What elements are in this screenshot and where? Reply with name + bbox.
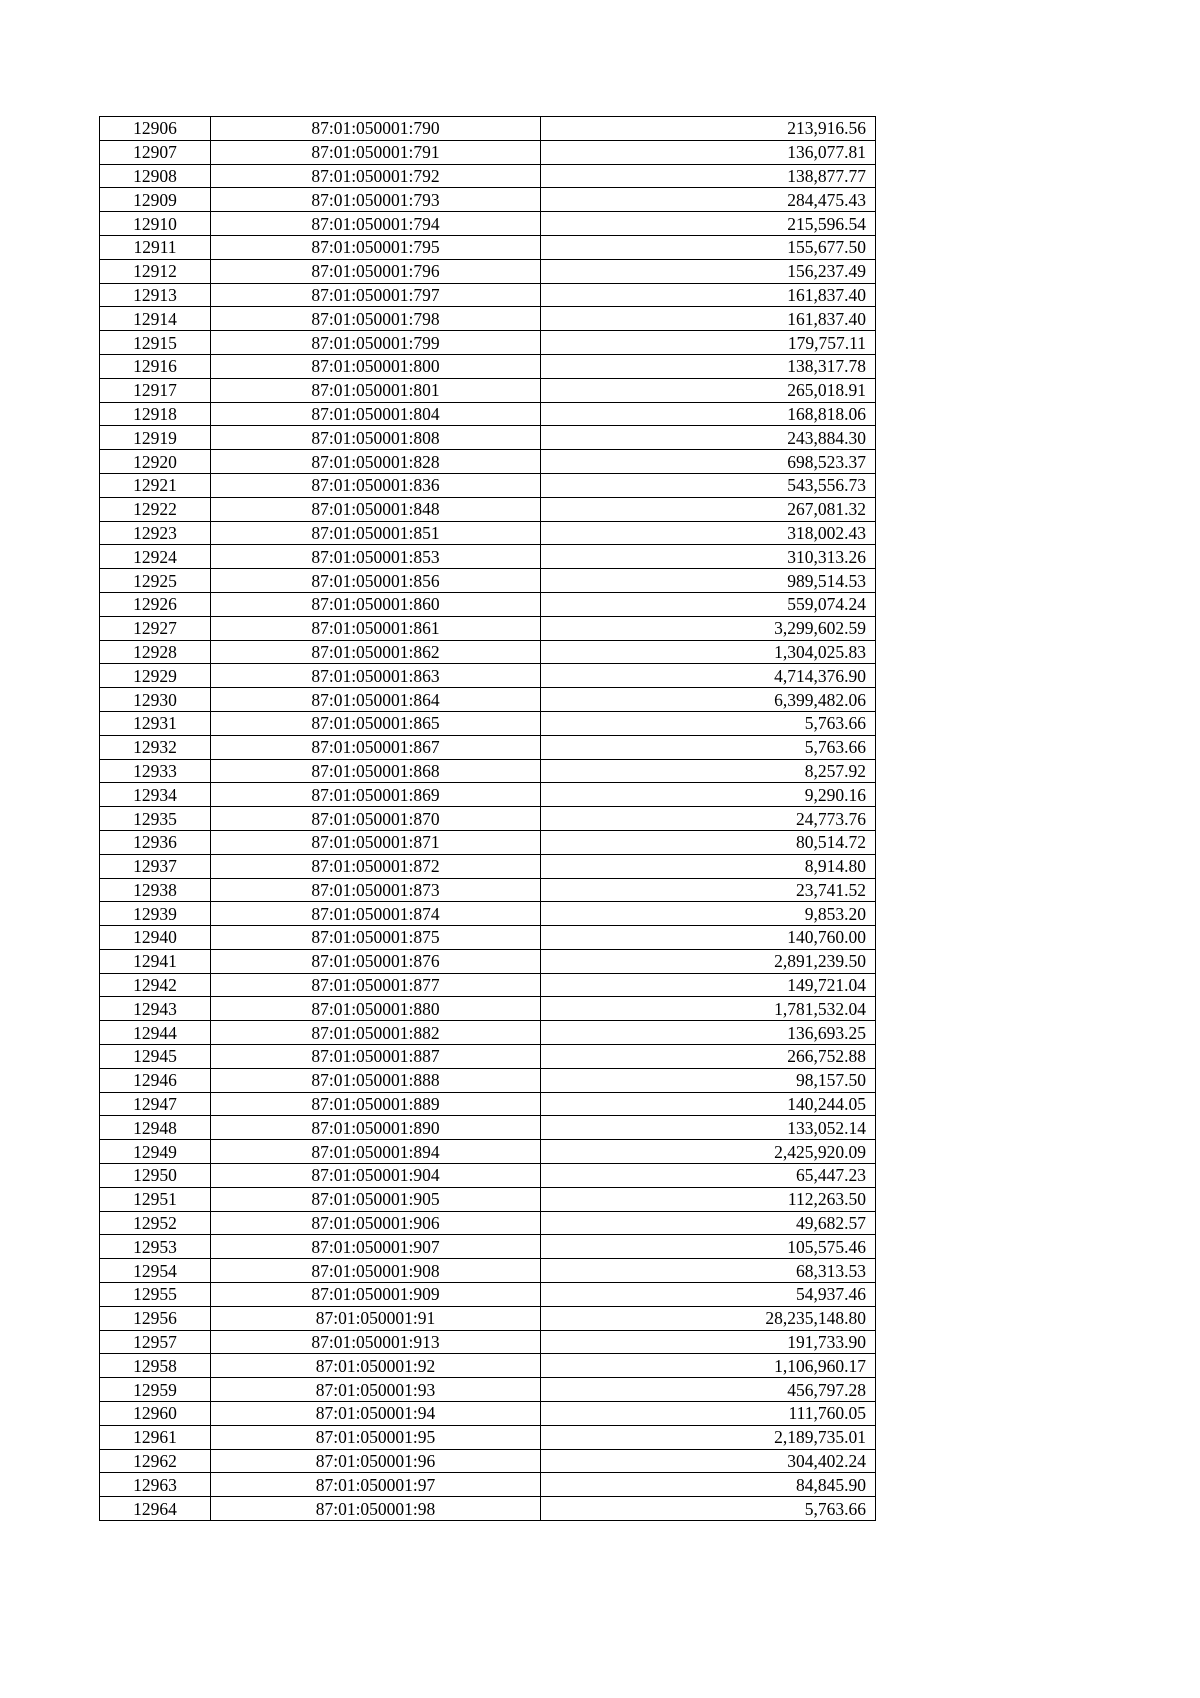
cadastral-value-cell: 989,514.53 (541, 569, 876, 593)
table-row (100, 450, 876, 474)
cadastral-number-cell: 87:01:050001:851 (211, 521, 541, 545)
cadastral-value-cell: 284,475.43 (541, 188, 876, 212)
row-number-cell: 12909 (100, 188, 211, 212)
cadastral-value-cell: 49,682.57 (541, 1211, 876, 1235)
cadastral-number-cell: 87:01:050001:97 (211, 1473, 541, 1497)
cadastral-value-cell: 8,914.80 (541, 854, 876, 878)
table-row (100, 354, 876, 378)
row-number-cell: 12911 (100, 235, 211, 259)
cadastral-value-cell: 161,837.40 (541, 283, 876, 307)
cadastral-number-cell: 87:01:050001:800 (211, 354, 541, 378)
cadastral-number-cell: 87:01:050001:909 (211, 1283, 541, 1307)
cadastral-value-cell: 266,752.88 (541, 1045, 876, 1069)
table-body (100, 117, 876, 1521)
cadastral-number-cell: 87:01:050001:907 (211, 1235, 541, 1259)
cadastral-number-cell: 87:01:050001:904 (211, 1164, 541, 1188)
row-number-cell: 12928 (100, 640, 211, 664)
table-row (100, 902, 876, 926)
row-number-cell: 12926 (100, 592, 211, 616)
table-row (100, 378, 876, 402)
row-number-cell: 12942 (100, 973, 211, 997)
cadastral-number-cell: 87:01:050001:836 (211, 473, 541, 497)
cadastral-number-cell: 87:01:050001:905 (211, 1187, 541, 1211)
table-row (100, 1330, 876, 1354)
row-number-cell: 12940 (100, 926, 211, 950)
row-number-cell: 12960 (100, 1402, 211, 1426)
table-row (100, 1116, 876, 1140)
cadastral-value-cell: 179,757.11 (541, 331, 876, 355)
cadastral-number-cell: 87:01:050001:888 (211, 1068, 541, 1092)
table-row (100, 688, 876, 712)
cadastral-value-cell: 8,257.92 (541, 759, 876, 783)
cadastral-number-cell: 87:01:050001:870 (211, 807, 541, 831)
table-row (100, 545, 876, 569)
cadastral-number-cell: 87:01:050001:875 (211, 926, 541, 950)
row-number-cell: 12936 (100, 830, 211, 854)
row-number-cell: 12947 (100, 1092, 211, 1116)
row-number-cell: 12952 (100, 1211, 211, 1235)
cadastral-value-cell: 267,081.32 (541, 497, 876, 521)
cadastral-number-cell: 87:01:050001:867 (211, 735, 541, 759)
cadastral-number-cell: 87:01:050001:913 (211, 1330, 541, 1354)
row-number-cell: 12953 (100, 1235, 211, 1259)
cadastral-number-cell: 87:01:050001:96 (211, 1449, 541, 1473)
cadastral-value-cell: 136,693.25 (541, 1021, 876, 1045)
cadastral-value-cell: 156,237.49 (541, 259, 876, 283)
row-number-cell: 12963 (100, 1473, 211, 1497)
cadastral-value-cell: 23,741.52 (541, 878, 876, 902)
cadastral-number-cell: 87:01:050001:799 (211, 331, 541, 355)
table-row (100, 1021, 876, 1045)
table-row (100, 854, 876, 878)
cadastral-value-cell: 559,074.24 (541, 592, 876, 616)
table-row (100, 1283, 876, 1307)
cadastral-value-cell: 168,818.06 (541, 402, 876, 426)
table-row (100, 1402, 876, 1426)
row-number-cell: 12920 (100, 450, 211, 474)
row-number-cell: 12958 (100, 1354, 211, 1378)
table-row (100, 949, 876, 973)
row-number-cell: 12934 (100, 783, 211, 807)
row-number-cell: 12929 (100, 664, 211, 688)
table-row (100, 1378, 876, 1402)
cadastral-number-cell: 87:01:050001:798 (211, 307, 541, 331)
cadastral-number-cell: 87:01:050001:797 (211, 283, 541, 307)
cadastral-value-cell: 9,290.16 (541, 783, 876, 807)
cadastral-value-cell: 310,313.26 (541, 545, 876, 569)
cadastral-number-cell: 87:01:050001:908 (211, 1259, 541, 1283)
table-row (100, 188, 876, 212)
cadastral-number-cell: 87:01:050001:792 (211, 164, 541, 188)
table-row (100, 235, 876, 259)
table-row (100, 402, 876, 426)
cadastral-value-cell: 111,760.05 (541, 1402, 876, 1426)
table-row (100, 1045, 876, 1069)
row-number-cell: 12957 (100, 1330, 211, 1354)
cadastral-number-cell: 87:01:050001:848 (211, 497, 541, 521)
cadastral-number-cell: 87:01:050001:873 (211, 878, 541, 902)
table-row (100, 1164, 876, 1188)
row-number-cell: 12946 (100, 1068, 211, 1092)
row-number-cell: 12908 (100, 164, 211, 188)
table-row (100, 521, 876, 545)
table-row (100, 973, 876, 997)
cadastral-value-cell: 149,721.04 (541, 973, 876, 997)
row-number-cell: 12959 (100, 1378, 211, 1402)
cadastral-number-cell: 87:01:050001:98 (211, 1497, 541, 1521)
cadastral-value-cell: 161,837.40 (541, 307, 876, 331)
cadastral-value-cell: 140,760.00 (541, 926, 876, 950)
cadastral-value-cell: 3,299,602.59 (541, 616, 876, 640)
cadastral-number-cell: 87:01:050001:865 (211, 711, 541, 735)
cadastral-value-cell: 28,235,148.80 (541, 1306, 876, 1330)
cadastral-number-cell: 87:01:050001:876 (211, 949, 541, 973)
cadastral-value-cell: 133,052.14 (541, 1116, 876, 1140)
row-number-cell: 12910 (100, 212, 211, 236)
table-row (100, 1306, 876, 1330)
cadastral-value-table (99, 116, 876, 1521)
row-number-cell: 12930 (100, 688, 211, 712)
row-number-cell: 12927 (100, 616, 211, 640)
cadastral-value-cell: 112,263.50 (541, 1187, 876, 1211)
cadastral-number-cell: 87:01:050001:91 (211, 1306, 541, 1330)
row-number-cell: 12935 (100, 807, 211, 831)
cadastral-value-cell: 84,845.90 (541, 1473, 876, 1497)
cadastral-number-cell: 87:01:050001:828 (211, 450, 541, 474)
cadastral-number-cell: 87:01:050001:796 (211, 259, 541, 283)
table-row (100, 664, 876, 688)
cadastral-number-cell: 87:01:050001:808 (211, 426, 541, 450)
row-number-cell: 12915 (100, 331, 211, 355)
row-number-cell: 12906 (100, 117, 211, 141)
cadastral-number-cell: 87:01:050001:92 (211, 1354, 541, 1378)
cadastral-number-cell: 87:01:050001:93 (211, 1378, 541, 1402)
cadastral-value-cell: 213,916.56 (541, 117, 876, 141)
cadastral-value-cell: 1,106,960.17 (541, 1354, 876, 1378)
table-row (100, 640, 876, 664)
cadastral-value-cell: 80,514.72 (541, 830, 876, 854)
row-number-cell: 12923 (100, 521, 211, 545)
cadastral-value-cell: 6,399,482.06 (541, 688, 876, 712)
table-row (100, 711, 876, 735)
row-number-cell: 12913 (100, 283, 211, 307)
cadastral-value-cell: 2,425,920.09 (541, 1140, 876, 1164)
cadastral-value-cell: 54,937.46 (541, 1283, 876, 1307)
cadastral-value-cell: 5,763.66 (541, 711, 876, 735)
row-number-cell: 12962 (100, 1449, 211, 1473)
row-number-cell: 12941 (100, 949, 211, 973)
row-number-cell: 12950 (100, 1164, 211, 1188)
row-number-cell: 12945 (100, 1045, 211, 1069)
table-row (100, 473, 876, 497)
cadastral-number-cell: 87:01:050001:882 (211, 1021, 541, 1045)
row-number-cell: 12956 (100, 1306, 211, 1330)
row-number-cell: 12907 (100, 140, 211, 164)
table-row (100, 1259, 876, 1283)
table-row (100, 497, 876, 521)
table-row (100, 212, 876, 236)
cadastral-value-cell: 105,575.46 (541, 1235, 876, 1259)
row-number-cell: 12938 (100, 878, 211, 902)
cadastral-number-cell: 87:01:050001:791 (211, 140, 541, 164)
cadastral-number-cell: 87:01:050001:868 (211, 759, 541, 783)
row-number-cell: 12925 (100, 569, 211, 593)
row-number-cell: 12912 (100, 259, 211, 283)
row-number-cell: 12933 (100, 759, 211, 783)
row-number-cell: 12914 (100, 307, 211, 331)
table-row (100, 283, 876, 307)
cadastral-value-cell: 5,763.66 (541, 1497, 876, 1521)
cadastral-value-cell: 265,018.91 (541, 378, 876, 402)
cadastral-value-cell: 136,077.81 (541, 140, 876, 164)
cadastral-number-cell: 87:01:050001:860 (211, 592, 541, 616)
table-row (100, 926, 876, 950)
table-row (100, 1187, 876, 1211)
row-number-cell: 12964 (100, 1497, 211, 1521)
cadastral-value-cell: 2,189,735.01 (541, 1425, 876, 1449)
cadastral-value-cell: 68,313.53 (541, 1259, 876, 1283)
row-number-cell: 12918 (100, 402, 211, 426)
cadastral-value-cell: 9,853.20 (541, 902, 876, 926)
cadastral-value-cell: 155,677.50 (541, 235, 876, 259)
cadastral-value-cell: 1,781,532.04 (541, 997, 876, 1021)
row-number-cell: 12939 (100, 902, 211, 926)
table-row (100, 1497, 876, 1521)
row-number-cell: 12917 (100, 378, 211, 402)
table-row (100, 783, 876, 807)
cadastral-number-cell: 87:01:050001:862 (211, 640, 541, 664)
table-row (100, 997, 876, 1021)
cadastral-value-cell: 24,773.76 (541, 807, 876, 831)
cadastral-value-cell: 4,714,376.90 (541, 664, 876, 688)
cadastral-value-cell: 2,891,239.50 (541, 949, 876, 973)
cadastral-value-cell: 98,157.50 (541, 1068, 876, 1092)
table-row (100, 1473, 876, 1497)
cadastral-number-cell: 87:01:050001:869 (211, 783, 541, 807)
row-number-cell: 12944 (100, 1021, 211, 1045)
table-row (100, 759, 876, 783)
cadastral-value-cell: 5,763.66 (541, 735, 876, 759)
table-row (100, 140, 876, 164)
cadastral-number-cell: 87:01:050001:880 (211, 997, 541, 1021)
table-row (100, 1449, 876, 1473)
cadastral-number-cell: 87:01:050001:872 (211, 854, 541, 878)
cadastral-value-cell: 140,244.05 (541, 1092, 876, 1116)
table-row (100, 807, 876, 831)
cadastral-value-cell: 191,733.90 (541, 1330, 876, 1354)
table-row (100, 1354, 876, 1378)
cadastral-number-cell: 87:01:050001:795 (211, 235, 541, 259)
table-row (100, 830, 876, 854)
cadastral-number-cell: 87:01:050001:856 (211, 569, 541, 593)
table-row (100, 878, 876, 902)
cadastral-value-cell: 1,304,025.83 (541, 640, 876, 664)
row-number-cell: 12948 (100, 1116, 211, 1140)
cadastral-value-cell: 65,447.23 (541, 1164, 876, 1188)
table-row (100, 331, 876, 355)
cadastral-value-cell: 318,002.43 (541, 521, 876, 545)
table-row (100, 1235, 876, 1259)
table-row (100, 569, 876, 593)
row-number-cell: 12932 (100, 735, 211, 759)
table-row (100, 735, 876, 759)
row-number-cell: 12924 (100, 545, 211, 569)
cadastral-value-cell: 304,402.24 (541, 1449, 876, 1473)
cadastral-value-cell: 243,884.30 (541, 426, 876, 450)
cadastral-number-cell: 87:01:050001:890 (211, 1116, 541, 1140)
table-row (100, 1068, 876, 1092)
cadastral-number-cell: 87:01:050001:871 (211, 830, 541, 854)
cadastral-value-cell: 456,797.28 (541, 1378, 876, 1402)
cadastral-number-cell: 87:01:050001:889 (211, 1092, 541, 1116)
table-row (100, 117, 876, 141)
cadastral-number-cell: 87:01:050001:894 (211, 1140, 541, 1164)
cadastral-number-cell: 87:01:050001:874 (211, 902, 541, 926)
row-number-cell: 12951 (100, 1187, 211, 1211)
cadastral-number-cell: 87:01:050001:793 (211, 188, 541, 212)
cadastral-number-cell: 87:01:050001:861 (211, 616, 541, 640)
row-number-cell: 12961 (100, 1425, 211, 1449)
table-row (100, 426, 876, 450)
cadastral-value-cell: 138,317.78 (541, 354, 876, 378)
cadastral-value-cell: 543,556.73 (541, 473, 876, 497)
cadastral-number-cell: 87:01:050001:95 (211, 1425, 541, 1449)
table-row (100, 307, 876, 331)
row-number-cell: 12954 (100, 1259, 211, 1283)
cadastral-number-cell: 87:01:050001:790 (211, 117, 541, 141)
table-row (100, 592, 876, 616)
table-row (100, 1425, 876, 1449)
row-number-cell: 12919 (100, 426, 211, 450)
cadastral-number-cell: 87:01:050001:94 (211, 1402, 541, 1426)
row-number-cell: 12916 (100, 354, 211, 378)
table-row (100, 259, 876, 283)
row-number-cell: 12921 (100, 473, 211, 497)
cadastral-number-cell: 87:01:050001:804 (211, 402, 541, 426)
row-number-cell: 12937 (100, 854, 211, 878)
table-row (100, 1211, 876, 1235)
cadastral-number-cell: 87:01:050001:887 (211, 1045, 541, 1069)
row-number-cell: 12943 (100, 997, 211, 1021)
table-row (100, 1092, 876, 1116)
cadastral-number-cell: 87:01:050001:853 (211, 545, 541, 569)
cadastral-number-cell: 87:01:050001:864 (211, 688, 541, 712)
table-row (100, 616, 876, 640)
cadastral-value-cell: 698,523.37 (541, 450, 876, 474)
row-number-cell: 12955 (100, 1283, 211, 1307)
table-row (100, 164, 876, 188)
row-number-cell: 12949 (100, 1140, 211, 1164)
cadastral-number-cell: 87:01:050001:801 (211, 378, 541, 402)
cadastral-number-cell: 87:01:050001:877 (211, 973, 541, 997)
cadastral-number-cell: 87:01:050001:794 (211, 212, 541, 236)
cadastral-number-cell: 87:01:050001:906 (211, 1211, 541, 1235)
table-row (100, 1140, 876, 1164)
cadastral-value-cell: 138,877.77 (541, 164, 876, 188)
row-number-cell: 12931 (100, 711, 211, 735)
cadastral-value-cell: 215,596.54 (541, 212, 876, 236)
cadastral-number-cell: 87:01:050001:863 (211, 664, 541, 688)
row-number-cell: 12922 (100, 497, 211, 521)
